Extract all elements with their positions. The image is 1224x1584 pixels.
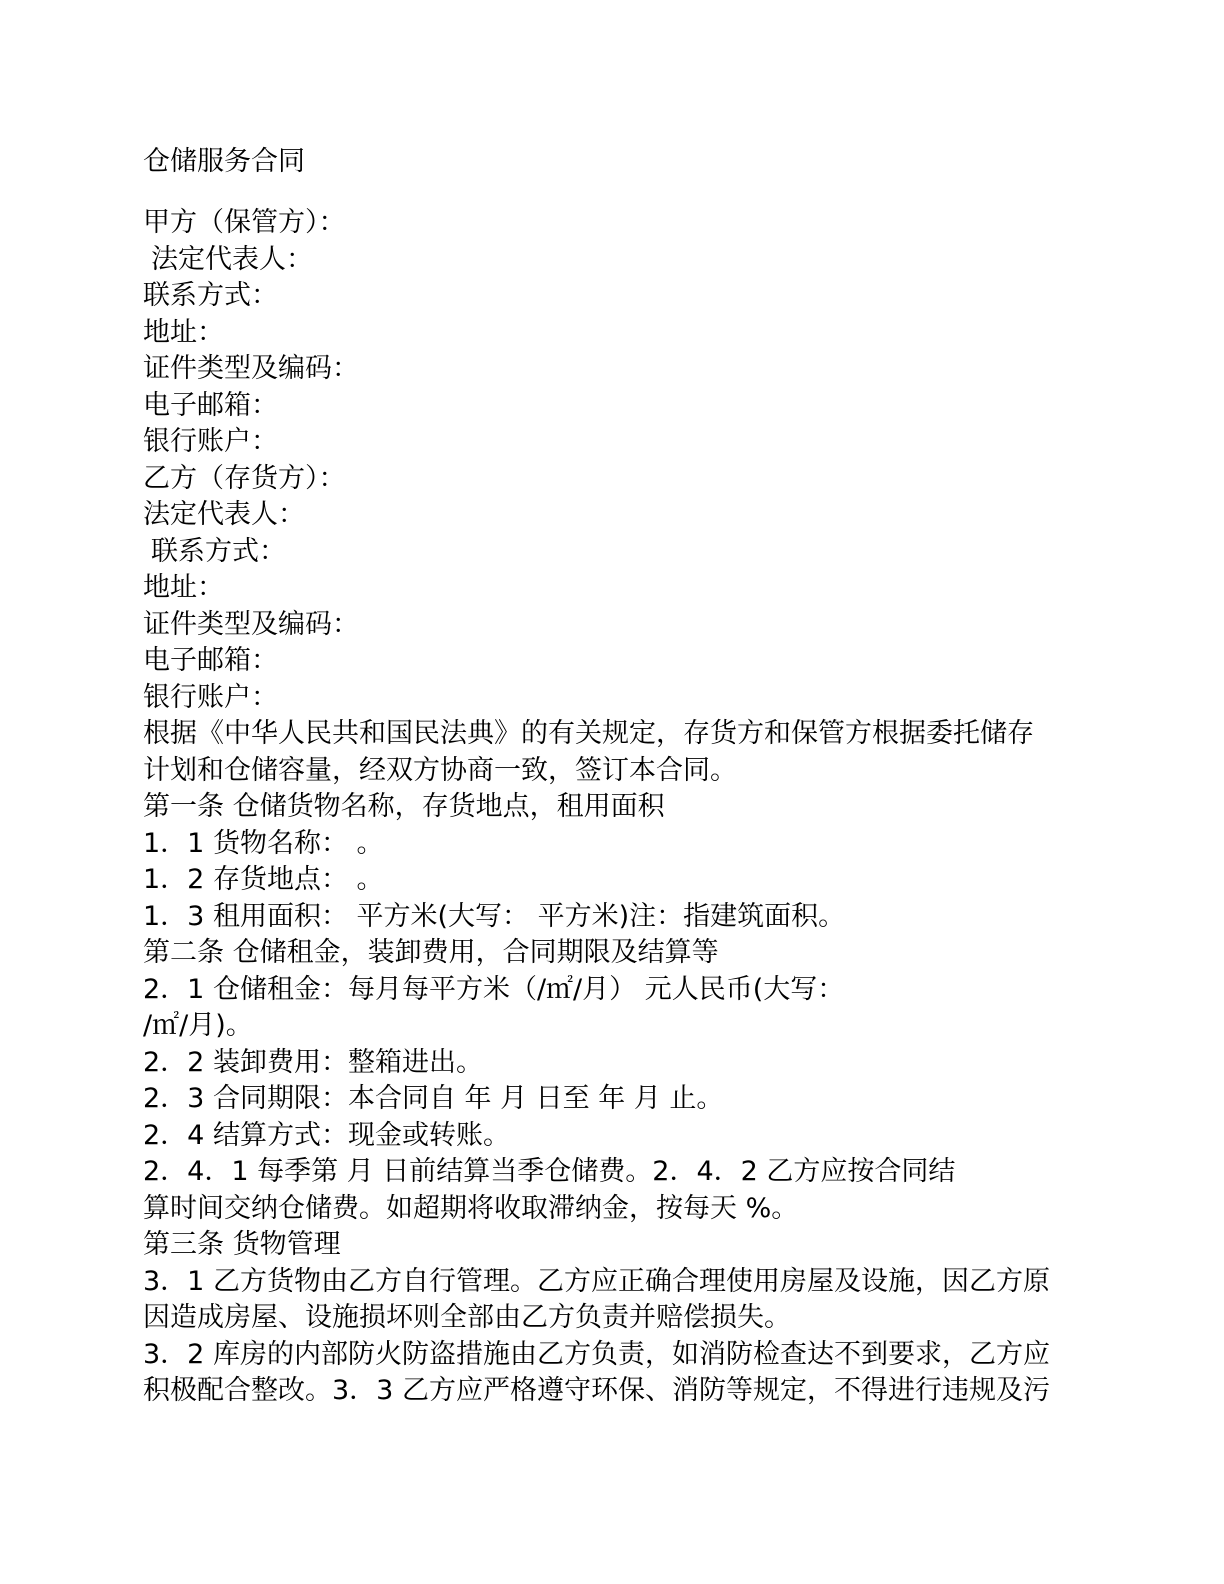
preamble-line: 计划和仓储容量，经双方协商一致，签订本合同。 — [143, 754, 737, 786]
clause-1-3: 1．3 租用面积： 平方米(大写： 平方米)注：指建筑面积。 — [143, 900, 846, 932]
party-b-bank: 银行账户： — [143, 681, 278, 713]
article-1-heading: 第一条 仓储货物名称，存货地点，租用面积 — [143, 791, 665, 822]
document-title: 仓储服务合同 — [143, 146, 305, 177]
party-a-contact: 联系方式： — [143, 280, 278, 311]
party-b-label: 乙方（存货方）： — [143, 462, 346, 494]
party-a-address: 地址： — [143, 316, 224, 348]
clause-1-2: 1．2 存货地点： 。 — [143, 864, 384, 895]
party-a-id: 证件类型及编码： — [143, 353, 359, 384]
clause-2-1-cont: /㎡/月)。 — [143, 1010, 253, 1041]
clause-3-2-cont: 积极配合整改。3．3 乙方应严格遵守环保、消防等规定，不得进行违规及污 — [143, 1375, 1050, 1406]
clause-2-3: 2．3 合同期限：本合同自 年 月 日至 年 月 止。 — [143, 1083, 724, 1114]
party-a-email: 电子邮箱： — [143, 389, 278, 421]
article-3-heading: 第三条 货物管理 — [143, 1229, 341, 1260]
party-b-id: 证件类型及编码： — [143, 608, 359, 640]
party-a-legal-rep: 法定代表人： — [151, 243, 313, 275]
clause-3-1-cont: 因造成房屋、设施损坏则全部由乙方负责并赔偿损失。 — [143, 1302, 791, 1333]
clause-2-4-2-cont: 算时间交纳仓储费。如超期将收取滞纳金，按每天 %。 — [143, 1192, 799, 1224]
party-a-bank: 银行账户： — [143, 426, 278, 457]
clause-2-4-1: 2．4．1 每季第 月 日前结算当季仓储费。2．4．2 乙方应按合同结 — [143, 1156, 956, 1187]
clause-3-2: 3．2 库房的内部防火防盗措施由乙方负责，如消防检查达不到要求，乙方应 — [143, 1338, 1050, 1370]
party-b-contact: 联系方式： — [151, 535, 286, 567]
clause-3-1: 3．1 乙方货物由乙方自行管理。乙方应正确合理使用房屋及设施，因乙方原 — [143, 1265, 1050, 1297]
clause-2-2: 2．2 装卸费用：整箱进出。 — [143, 1046, 483, 1078]
preamble-line: 根据《中华人民共和国民法典》的有关规定，存货方和保管方根据委托储存 — [143, 718, 1034, 749]
party-b-legal-rep: 法定代表人： — [143, 499, 305, 530]
clause-1-1: 1．1 货物名称： 。 — [143, 827, 384, 859]
party-a-label: 甲方（保管方）： — [143, 207, 346, 238]
clause-2-4: 2．4 结算方式：现金或转账。 — [143, 1119, 510, 1151]
clause-2-1: 2．1 仓储租金：每月每平方米（/㎡/月） 元人民币(大写： — [143, 973, 845, 1005]
document-body — [143, 205, 1078, 1410]
party-b-email: 电子邮箱： — [143, 645, 278, 676]
article-2-heading: 第二条 仓储租金，装卸费用，合同期限及结算等 — [143, 937, 719, 968]
party-b-address: 地址： — [143, 572, 224, 603]
